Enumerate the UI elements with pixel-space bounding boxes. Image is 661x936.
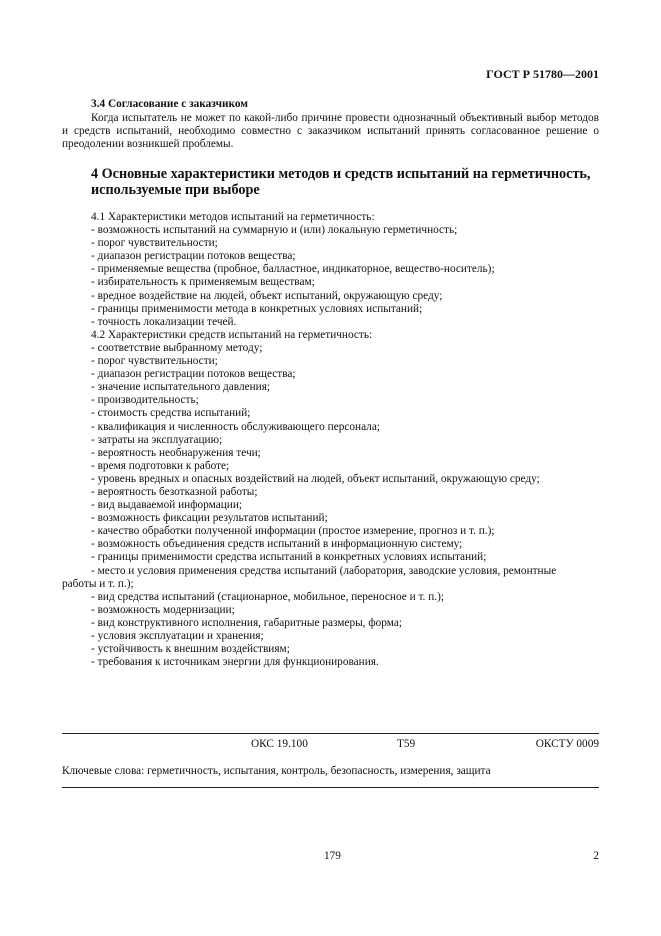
list-item: - точность локализации течей. bbox=[91, 315, 237, 328]
page-number: 179 bbox=[324, 850, 341, 862]
oks-code: ОКС 19.100 bbox=[251, 738, 308, 750]
classification-codes bbox=[62, 738, 599, 752]
list-item: - вероятность необнаружения течи; bbox=[91, 446, 261, 459]
t-code: Т59 bbox=[397, 738, 416, 750]
list-item: - вид средства испытаний (стационарное, мобильное, переносное и т. п.); bbox=[91, 590, 444, 603]
list-item: - соответствие выбранному методу; bbox=[91, 341, 263, 354]
list-item: - избирательность к применяемым веществам; bbox=[91, 276, 315, 289]
list-item: - качество обработки полученной информации (простое измерение, прогноз и т. п.); bbox=[91, 525, 495, 538]
list-item-wrapped-line1: - место и условия применения средства испытаний (лаборатория, заводские условия, ремонтные bbox=[91, 564, 557, 577]
list-item: - время подготовки к работе; bbox=[91, 459, 230, 472]
standard-number: ГОСТ Р 51780—2001 bbox=[486, 67, 599, 81]
sheet-number: 2 bbox=[593, 850, 599, 862]
list-item: - границы применимости средства испытаний в конкретных условиях испытаний; bbox=[91, 551, 487, 564]
list-item: - возможность объединения средств испытаний в информационную систему; bbox=[91, 538, 463, 551]
list-item: - устойчивость к внешним воздействиям; bbox=[91, 643, 290, 656]
list-item: - производительность; bbox=[91, 394, 199, 407]
list-item: - возможность испытаний на суммарную и (или) локальную герметичность; bbox=[91, 224, 458, 237]
list-item: - диапазон регистрации потоков вещества; bbox=[91, 368, 296, 381]
list-item: - значение испытательного давления; bbox=[91, 381, 271, 394]
p41-title: 4.1 Характеристики методов испытаний на герметичность: bbox=[91, 211, 375, 223]
list-item: - условия эксплуатации и хранения; bbox=[91, 630, 264, 642]
section-3-4-body bbox=[62, 112, 599, 151]
list-item: - требования к источникам энергии для функционирования. bbox=[91, 656, 379, 669]
section-4-heading-line1: 4 Основные характеристики методов и средств испытаний на герметичность, bbox=[91, 166, 591, 182]
list-item: - порог чувствительности; bbox=[91, 237, 218, 250]
list-item: - диапазон регистрации потоков вещества; bbox=[91, 250, 296, 263]
section-4-heading-line2: используемые при выборе bbox=[91, 182, 260, 198]
list-item: - применяемые вещества (пробное, балластное, индикаторное, вещество-носитель); bbox=[91, 263, 495, 276]
section-4-content bbox=[62, 211, 599, 669]
list-item: - порог чувствительности; bbox=[91, 355, 218, 368]
list-item: - вредное воздействие на людей, объект испытаний, окружающую среду; bbox=[91, 289, 443, 302]
list-item: - уровень вредных и опасных воздействий на людей, объект испытаний, окружающую среду; bbox=[91, 472, 540, 485]
list-item: - вид выдаваемой информации; bbox=[91, 499, 243, 512]
footer-top-divider bbox=[62, 733, 599, 734]
list-item: - границы применимости метода в конкретных условиях испытаний; bbox=[91, 302, 423, 315]
list-item-wrapped-line2: работы и т. п.); bbox=[62, 577, 134, 590]
list-item: - квалификация и численность обслуживающего персонала; bbox=[91, 420, 380, 433]
list-item: - стоимость средства испытаний; bbox=[91, 407, 251, 420]
footer-bottom-divider bbox=[62, 787, 599, 788]
list-item: - затраты на эксплуатацию; bbox=[91, 433, 223, 446]
keywords-line: Ключевые слова: герметичность, испытания, контроль, безопасность, измерения, защита bbox=[62, 765, 491, 777]
list-item: - вид конструктивного исполнения, габаритные размеры, форма; bbox=[91, 616, 402, 629]
p42-title: 4.2 Характеристики средств испытаний на герметичность: bbox=[91, 328, 373, 341]
list-item: - возможность фиксации результатов испытаний; bbox=[91, 512, 328, 525]
section-3-4-text: Когда испытатель не может по какой-либо причине провести однозначный объективный выбор методов и средств испытаний, необходимо совместно с заказчиком испытаний принять согласованное решение о преодолении возникшей проблемы. bbox=[62, 112, 599, 150]
okstu-code: ОКСТУ 0009 bbox=[535, 738, 599, 750]
list-item: - возможность модернизации; bbox=[91, 603, 235, 616]
section-3-4-title: 3.4 Согласование с заказчиком bbox=[91, 98, 248, 110]
list-item: - вероятность безотказной работы; bbox=[91, 485, 258, 498]
section-4-heading bbox=[91, 166, 601, 198]
